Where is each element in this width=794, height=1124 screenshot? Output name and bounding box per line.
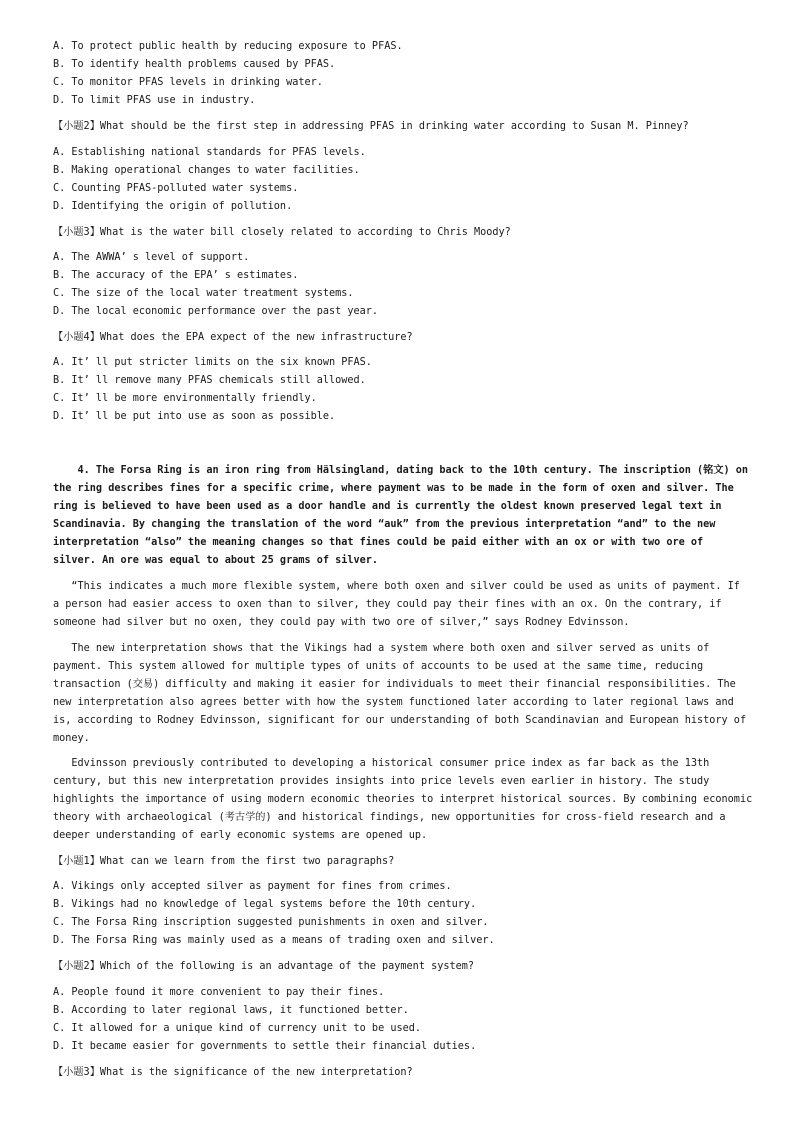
paragraph-line: The new interpretation shows that the Vikings had a system where both oxen and silver served as units of	[53, 643, 710, 654]
passage-intro-line: silver. An ore was equal to about 25 grams of silver.	[53, 555, 379, 566]
option-d: D. To limit PFAS use in industry.	[53, 95, 256, 106]
option-d: D. Identifying the origin of pollution.	[53, 201, 293, 212]
option-c: C. To monitor PFAS levels in drinking water.	[53, 77, 323, 88]
paragraph-line: a person had easier access to oxen than to silver, they could pay their fines with an ox. On the contrary, if	[53, 599, 722, 610]
question-3: 【小题3】What is the water bill closely related to according to Chris Moody?	[53, 227, 511, 238]
paragraph-line: someone had silver but no oxen, they could pay with two ore of silver,” says Rodney Edvinsson.	[53, 617, 630, 628]
option-a: A. To protect public health by reducing exposure to PFAS.	[53, 41, 403, 52]
option-b: B. It’ ll remove many PFAS chemicals still allowed.	[53, 375, 366, 386]
passage-paragraph-1	[53, 578, 743, 632]
paragraph-line: payment. This system allowed for multiple types of units of accounts to be used at the same time, reducing	[53, 661, 704, 672]
option-b: B. To identify health problems caused by PFAS.	[53, 59, 336, 70]
paragraph-line: theory with archaeological (考古学的) and historical findings, new opportunities for cross-field research and a	[53, 812, 726, 823]
passage-paragraph-3	[53, 755, 753, 845]
question-4: 【小题4】What does the EPA expect of the new infrastructure?	[53, 332, 413, 343]
option-a: A. The AWWA’ s level of support.	[53, 252, 250, 263]
passage-intro-line: the ring describes fines for a specific crime, where payment was to be made in the form of oxen and silver. The	[53, 483, 734, 494]
paragraph-line: Edvinsson previously contributed to developing a historical consumer price index as far back as the 13th	[53, 758, 710, 769]
passage-intro-line: 4. The Forsa Ring is an iron ring from Hälsingland, dating back to the 10th century. The inscription (铭文) on	[53, 465, 749, 476]
option-d: D. It became easier for governments to settle their financial duties.	[53, 1041, 477, 1052]
paragraph-line: transaction (交易) difficulty and making it easier for individuals to meet their financial responsibilities. The	[53, 679, 736, 690]
question-1: 【小题1】What can we learn from the first two paragraphs?	[53, 856, 395, 867]
option-c: C. Counting PFAS-polluted water systems.	[53, 183, 299, 194]
option-a: A. People found it more convenient to pay their fines.	[53, 987, 385, 998]
option-a: A. It’ ll put stricter limits on the six known PFAS.	[53, 357, 372, 368]
passage-intro-line: Scandinavia. By changing the translation of the word “auk” from the previous interpretation “and” to the new	[53, 519, 716, 530]
option-c: C. It’ ll be more environmentally friendly.	[53, 393, 317, 404]
question-2: 【小题2】Which of the following is an advantage of the payment system?	[53, 961, 475, 972]
paragraph-line: is, according to Rodney Edvinsson, significant for our understanding of both Scandinavian and European history of	[53, 715, 747, 726]
paragraph-line: deeper understanding of early economic systems are opened up.	[53, 830, 428, 841]
paragraph-line: century, but this new interpretation provides insights into price levels even earlier in history. The study	[53, 776, 710, 787]
option-b: B. The accuracy of the EPA’ s estimates.	[53, 270, 299, 281]
option-d: D. The Forsa Ring was mainly used as a means of trading oxen and silver.	[53, 935, 495, 946]
paragraph-line: money.	[53, 733, 90, 744]
option-c: C. It allowed for a unique kind of currency unit to be used.	[53, 1023, 422, 1034]
paragraph-line: new interpretation also agrees better with how the system functioned later according to later regional laws and	[53, 697, 734, 708]
option-b: B. Making operational changes to water facilities.	[53, 165, 360, 176]
option-d: D. The local economic performance over the past year.	[53, 306, 379, 317]
option-a: A. Establishing national standards for PFAS levels.	[53, 147, 366, 158]
question-3: 【小题3】What is the significance of the new interpretation?	[53, 1067, 413, 1078]
paragraph-line: highlights the importance of using modern economic theories to interpret historical sources. By combining economic	[53, 794, 753, 805]
option-a: A. Vikings only accepted silver as payment for fines from crimes.	[53, 881, 452, 892]
passage-intro-line: interpretation “also” the meaning changes so that fines could be paid either with an ox or with two ore of	[53, 537, 704, 548]
option-b: B. Vikings had no knowledge of legal systems before the 10th century.	[53, 899, 477, 910]
passage-intro	[53, 462, 749, 570]
option-d: D. It’ ll be put into use as soon as possible.	[53, 411, 336, 422]
option-c: C. The size of the local water treatment systems.	[53, 288, 354, 299]
passage-paragraph-2	[53, 640, 747, 748]
option-c: C. The Forsa Ring inscription suggested punishments in oxen and silver.	[53, 917, 489, 928]
passage-intro-line: ring is believed to have been used as a door handle and is currently the oldest known preserved legal text in	[53, 501, 722, 512]
question-2: 【小题2】What should be the first step in addressing PFAS in drinking water according to Susan M. Pinney?	[53, 121, 689, 132]
paragraph-line: “This indicates a much more flexible system, where both oxen and silver could be used as units of payment. If	[53, 581, 740, 592]
option-b: B. According to later regional laws, it functioned better.	[53, 1005, 409, 1016]
